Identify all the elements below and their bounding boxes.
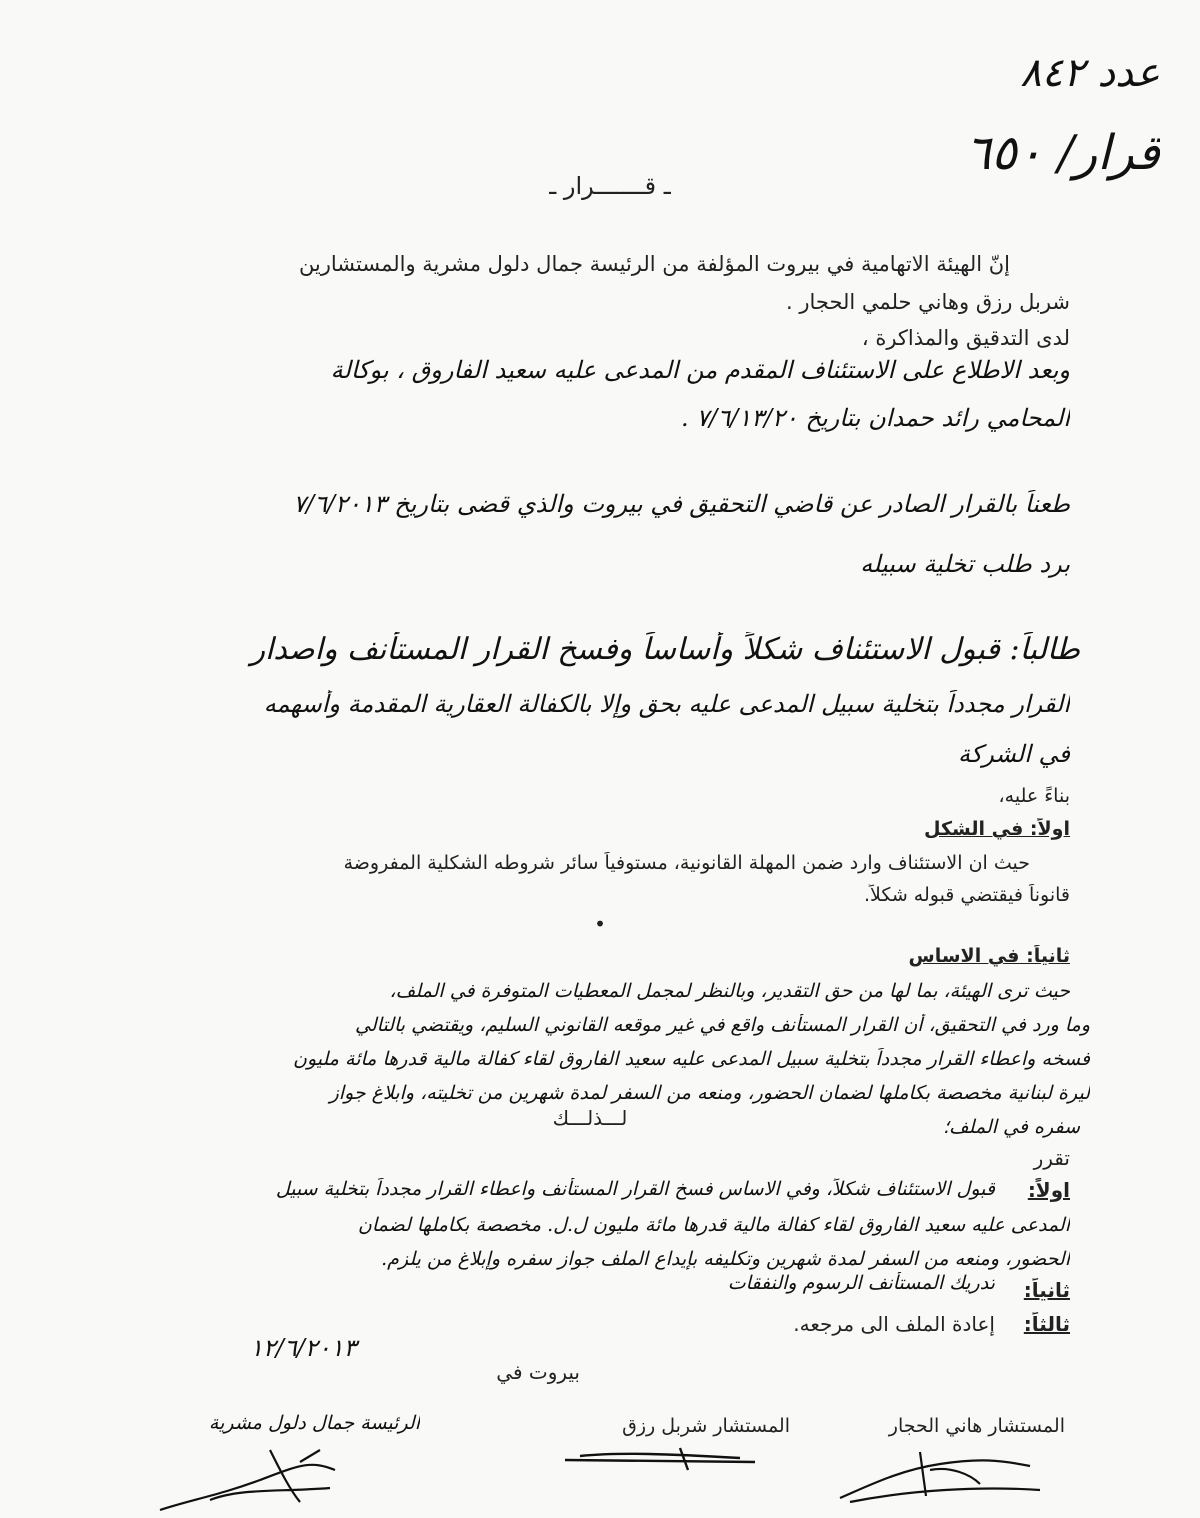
document-title: ـ قـــــــرار ـ [549, 172, 671, 200]
decision-third-text: إعادة الملف الى مرجعه. [793, 1312, 995, 1336]
decides-label: تقرر [1033, 1146, 1070, 1170]
substance-heading: ثانياً: في الاساس [908, 945, 1070, 967]
decision-number: قرار/ ٦٥٠ [965, 125, 1160, 181]
decision-first-line-2: المدعى عليه سعيد الفاروق لقاء كفالة مالية قدرها مائة مليون ل.ل. مخصصة بكاملها لضمان [357, 1214, 1070, 1236]
date-place: بيروت في [496, 1360, 580, 1384]
form-line-2: قانوناً فيقتضي قبوله شكلاً. [863, 884, 1070, 906]
intro-line-5: المحامي رائد حمدان بتاريخ ٧/٦/١٣/٢٠ . [680, 404, 1070, 432]
intro-line-3: لدى التدقيق والمذاكرة ، [861, 326, 1070, 350]
intro-line-4: وبعد الاطلاع على الاستئناف المقدم من المدعى عليه سعيد الفاروق ، بوكالة [330, 356, 1070, 384]
form-line-1: حيث ان الاستئناف وارد ضمن المهلة القانونية، مستوفياً سائر شروطه الشكلية المفروضة [343, 852, 1030, 874]
signature-scribble-counselor-1 [560, 1440, 760, 1480]
signature-president: الرئيسة جمال دلول مشرية [208, 1412, 420, 1434]
case-number: عدد ٨٤٢ [1020, 50, 1160, 96]
signature-scribble-counselor-2 [830, 1440, 1050, 1510]
request-line-3: في الشركة [957, 740, 1070, 768]
appeal-line-2: برد طلب تخلية سبيله [860, 550, 1070, 578]
basis-intro: بناءً عليه، [998, 785, 1070, 807]
date-value: ١٢/٦/٢٠١٣ [250, 1334, 357, 1362]
substance-line-1: حيث ترى الهيئة، بما لها من حق التقدير، وبالنظر لمجمل المعطيات المتوفرة في الملف، [389, 980, 1070, 1002]
therefore-label: لـــذلـــك [552, 1106, 628, 1130]
form-heading: اولاً: في الشكل [924, 818, 1070, 840]
substance-line-3: فسخه واعطاء القرار مجدداً بتخلية سبيل المدعى عليه سعيد الفاروق لقاء كفالة مالية قدرها مائة مليون [293, 1048, 1090, 1070]
decision-second-text: تدريك المستأنف الرسوم والنفقات [727, 1272, 995, 1294]
appeal-line-1: طعناً بالقرار الصادر عن قاضي التحقيق في بيروت والذي قضى بتاريخ ٧/٦/٢٠١٣ [293, 490, 1070, 518]
signature-counselor-1: المستشار شربل رزق [622, 1415, 790, 1437]
decision-second-label: ثانياً: [1023, 1278, 1070, 1302]
signature-scribble-president [150, 1440, 350, 1518]
decision-first-line-1: قبول الاستئناف شكلاً، وفي الاساس فسخ القرار المستأنف واعطاء القرار مجدداً بتخلية سبيل [275, 1178, 995, 1200]
intro-line-2: شربل رزق وهاني حلمي الحجار . [786, 290, 1070, 314]
signature-counselor-2: المستشار هاني الحجار [888, 1415, 1065, 1437]
request-line-1: طالباً: قبول الاستئناف شكلاً وأساساً وفسخ القرار المستأنف واصدار [250, 632, 1080, 667]
decision-first-label: اولاً: [1027, 1178, 1070, 1202]
substance-line-4: ليرة لبنانية مخصصة بكاملها لضمان الحضور، ومنعه من السفر لمدة شهرين من تخليته، وابلاغ جواز [329, 1082, 1090, 1104]
substance-line-2: وما ورد في التحقيق، أن القرار المستأنف واقع في غير موقعه القانوني السليم، ويقتضي بالتالي [355, 1014, 1090, 1036]
request-line-2: القرار مجدداً بتخلية سبيل المدعى عليه بحق وإلا بالكفالة العقارية المقدمة وأسهمه [263, 690, 1070, 718]
intro-line-1: إنّ الهيئة الاتهامية في بيروت المؤلفة من الرئيسة جمال دلول مشرية والمستشارين [298, 252, 1010, 276]
form-divider-dots: • [594, 912, 606, 936]
substance-line-5: سفره في الملف؛ [942, 1116, 1080, 1138]
decision-first-line-3: الحضور، ومنعه من السفر لمدة شهرين وتكليفه بإيداع الملف جواز سفره وإبلاغ من يلزم. [381, 1248, 1070, 1270]
decision-third-label: ثالثاً: [1023, 1312, 1070, 1336]
